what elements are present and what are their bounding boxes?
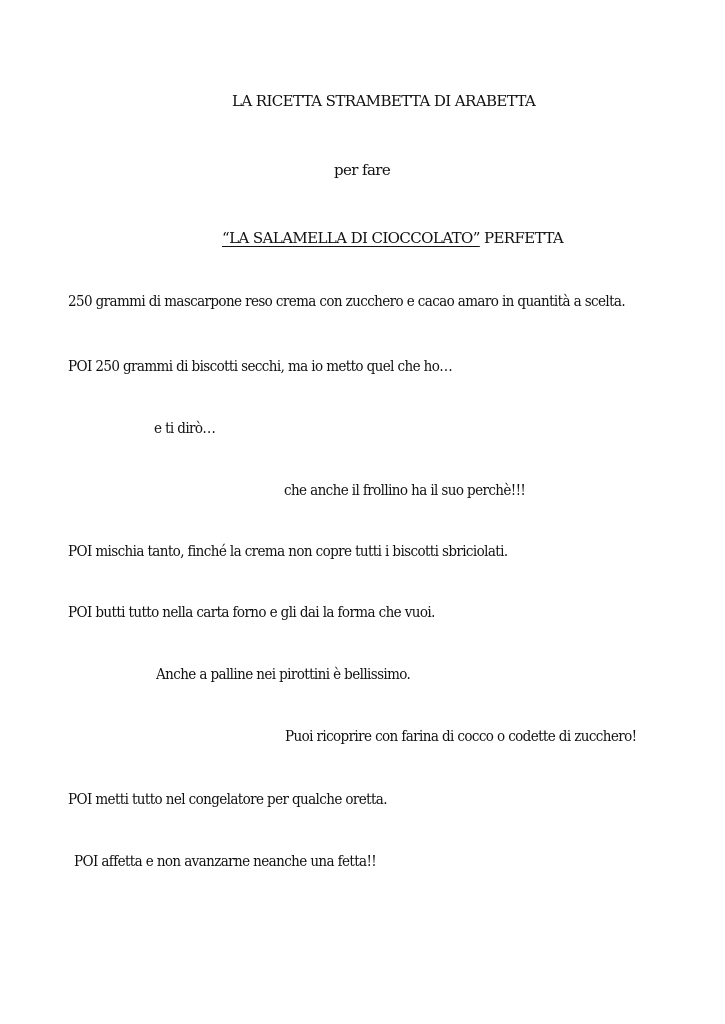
paragraph-text: e ti dirò… (154, 419, 216, 437)
title-line-2 (334, 161, 390, 179)
recipe-name-suffix: PERFETTA (479, 229, 564, 247)
paragraph-7 (156, 665, 410, 683)
paragraph-text: POI 250 grammi di biscotti secchi, ma io metto quel che ho… (68, 357, 453, 375)
paragraph-text: 250 grammi di mascarpone reso crema con zucchero e cacao amaro in quantità a scelta. (68, 292, 626, 310)
paragraph-8 (285, 727, 636, 745)
paragraph-text: POI affetta e non avanzarne neanche una fetta!! (74, 852, 377, 870)
paragraph-text: che anche il frollino ha il suo perchè!!! (284, 481, 526, 499)
recipe-subtitle: per fare (334, 161, 391, 179)
recipe-name-underlined: “LA SALAMELLA DI CIOCCOLATO” (222, 229, 480, 247)
paragraph-5 (68, 542, 508, 560)
paragraph-text: Anche a palline nei pirottini è bellissimo. (156, 665, 411, 683)
paragraph-text: POI mischia tanto, finché la crema non copre tutti i biscotti sbriciolati. (68, 542, 508, 560)
paragraph-3 (154, 419, 215, 437)
paragraph-9 (68, 790, 387, 808)
paragraph-6 (68, 603, 435, 621)
title-line-1 (232, 92, 535, 110)
paragraph-1 (68, 292, 625, 310)
paragraph-10 (74, 852, 376, 870)
paragraph-text: POI butti tutto nella carta forno e gli dai la forma che vuoi. (68, 603, 435, 621)
paragraph-2 (68, 357, 452, 375)
title-line-3 (222, 229, 563, 247)
paragraph-text: Puoi ricoprire con farina di cocco o codette di zucchero! (285, 727, 637, 745)
paragraph-text: POI metti tutto nel congelatore per qualche oretta. (68, 790, 387, 808)
recipe-title: LA RICETTA STRAMBETTA DI ARABETTA (232, 92, 536, 110)
paragraph-4 (284, 481, 525, 499)
